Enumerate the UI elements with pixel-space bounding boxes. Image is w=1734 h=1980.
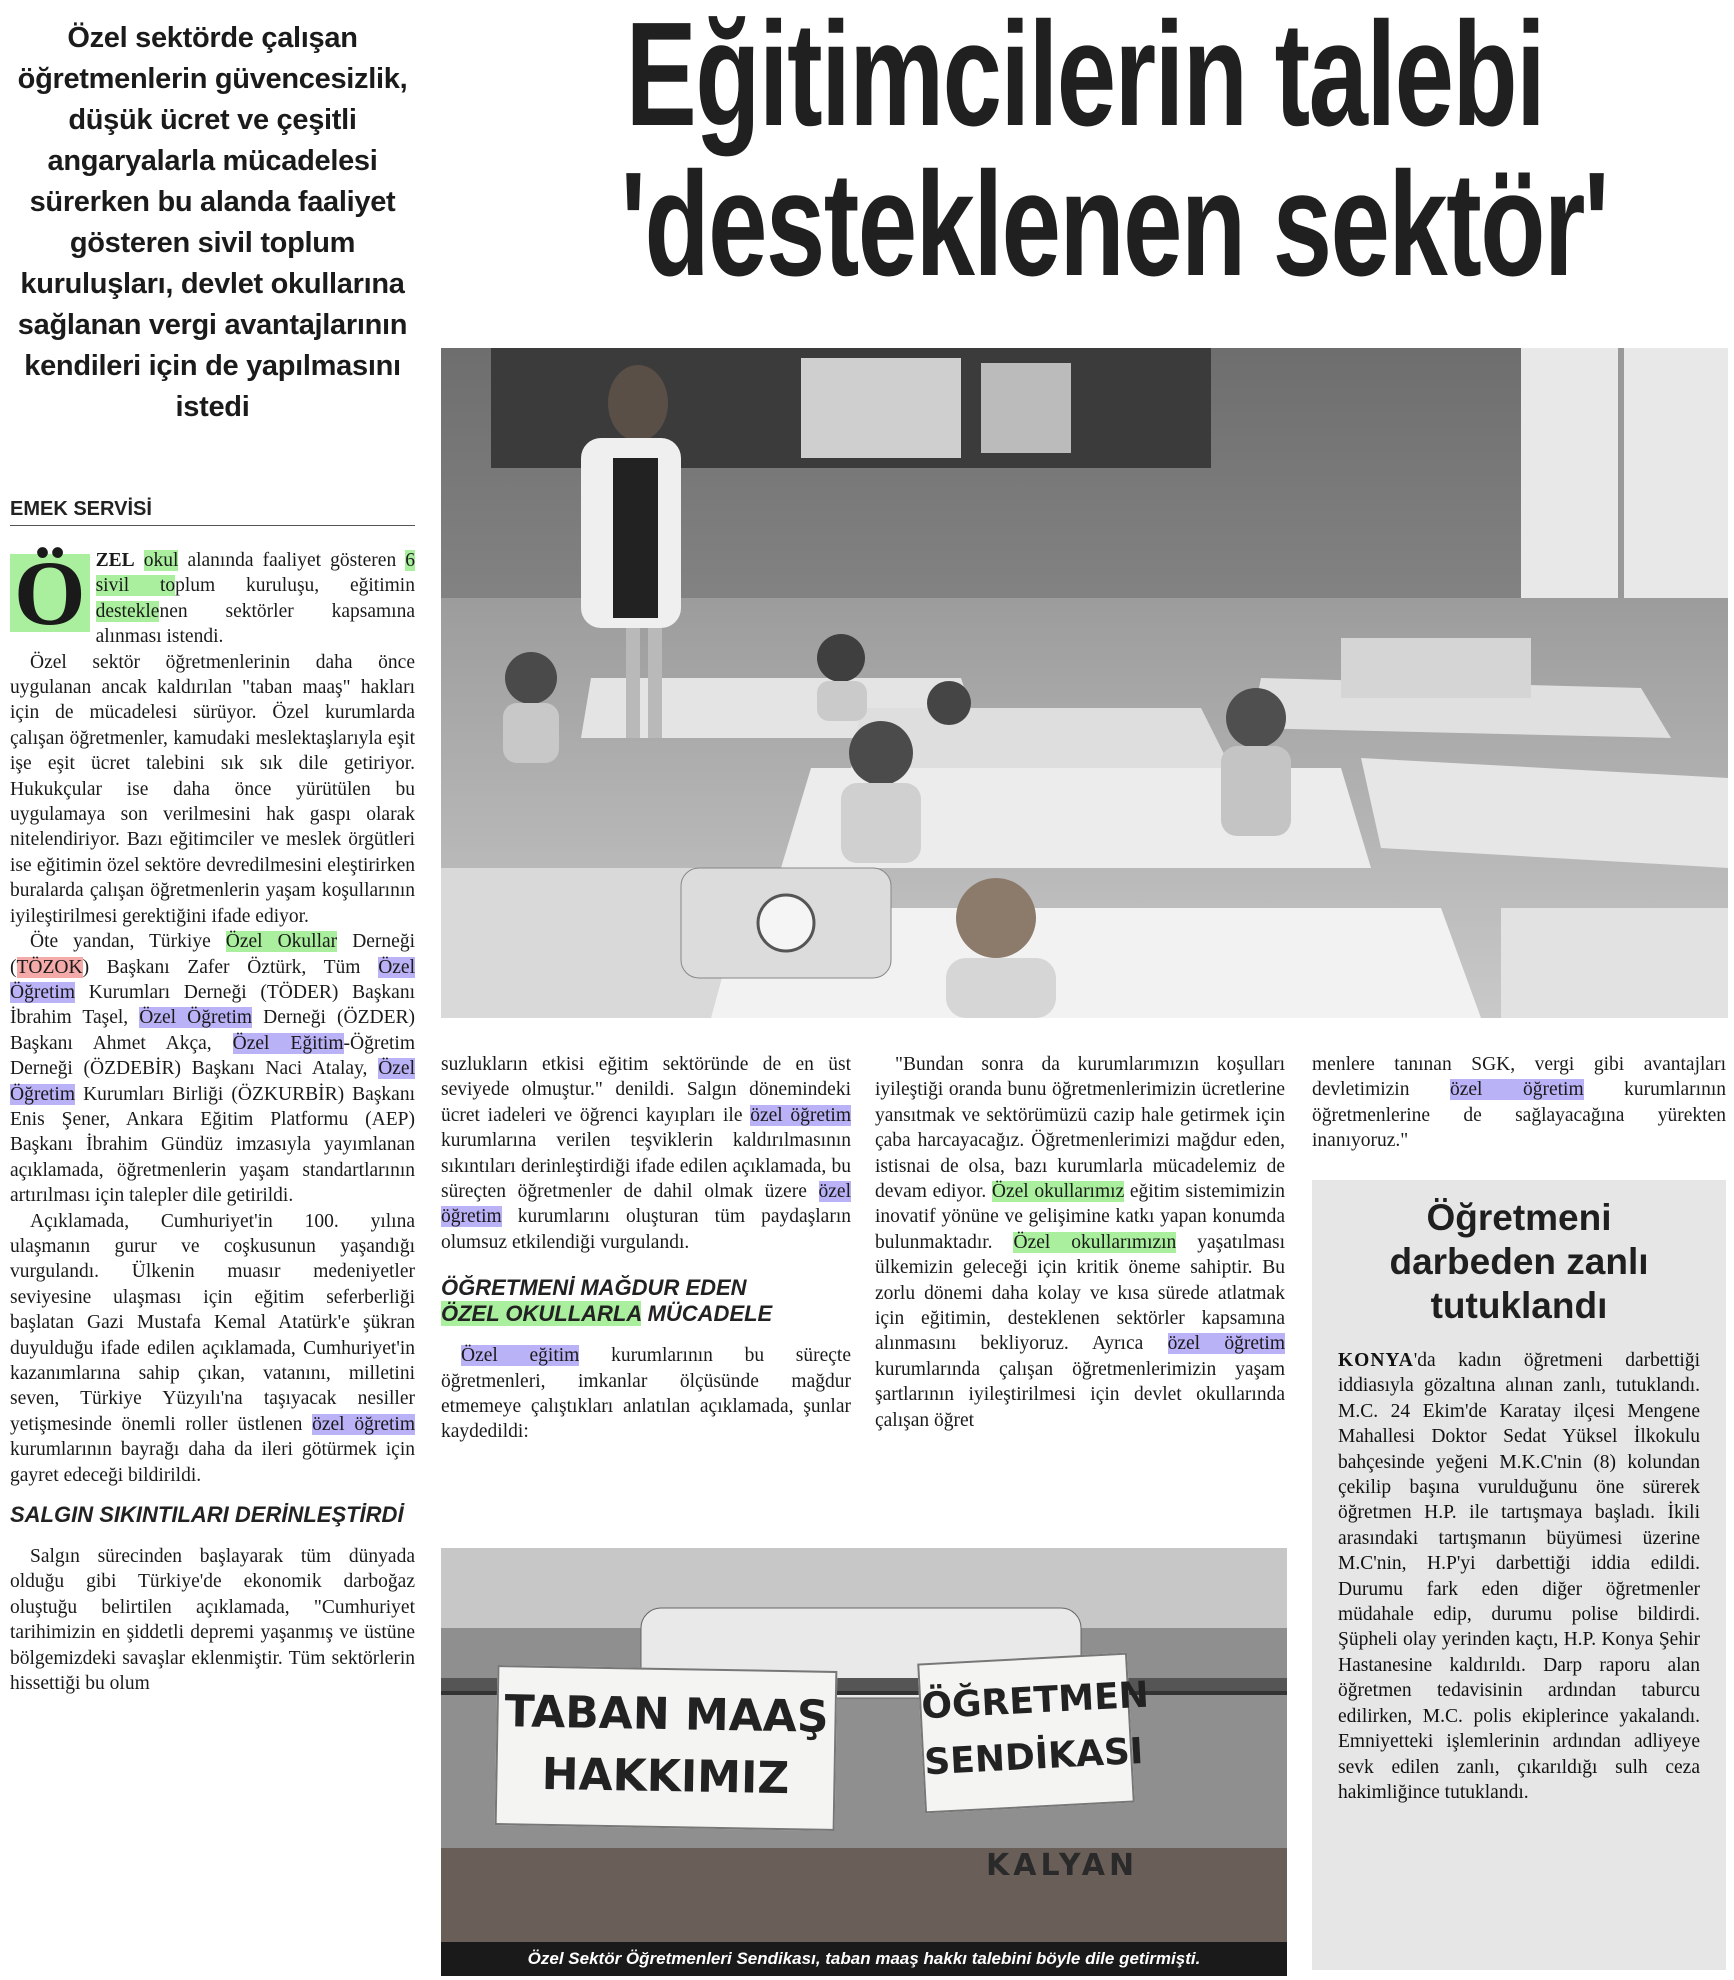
article-text: nen sektörler kapsamına alınması istendi. [95, 600, 415, 648]
highlight-text: TÖZOK [16, 956, 83, 978]
article-text: kurumlarının bayrağı daha da ileri götürmek için gayret edeceği bildirildi. [10, 1439, 415, 1486]
article-paragraph-1 [10, 542, 416, 650]
headline [620, 0, 1608, 307]
banner-text: HAKKIMIZ [541, 1748, 790, 1805]
article-paragraph-2: Özel sektör öğretmenlerinin daha önce uygulanan ancak kaldırılan "taban maaş" hakları için de mücadelesi sürüyor. Özel kurumlarda çalışan öğretmenler, kamudaki meslektaşlarıyla eşit işe eşit ücret talebini sık sık dile getiriyor. Hukukçular ise daha önce yürütülen bu uygulamaya son verilmesini hak gaspı olarak nitelendiriyor. Bazı eğitimciler ve meslek örgütleri ise eğitimin özel sektöre devredilmesini eleştirirken buralarda çalışan öğretmenlerin yaşam koşullarının iyileştirilmesi gerektiğini ifade ediyor. [10, 651, 415, 927]
highlight-text: Özel Öğretim [10, 1058, 415, 1105]
article-column-1 [10, 542, 416, 1696]
subheading-struggle [441, 1275, 851, 1327]
article-paragraph-7 [441, 1343, 851, 1445]
highlight-text: özel öğretim [750, 1104, 851, 1126]
highlight-text: ÖZEL OKULLARLA [441, 1301, 642, 1327]
article-text: Derneği ( [10, 931, 415, 978]
highlight-text: okul [143, 550, 179, 571]
article-paragraph-9 [1312, 1052, 1726, 1154]
highlight-text: Özel okullarımızın [1013, 1231, 1177, 1253]
highlight-text: Özel Okullar [225, 931, 338, 953]
highlight-text: Özel Öğretim [139, 1007, 253, 1029]
article-text: plum kuruluşu, eğitimin [175, 575, 415, 597]
article-paragraph-3 [10, 929, 415, 1208]
lead-word: ZEL [95, 550, 135, 571]
protest-photo [441, 1548, 1287, 1942]
shop-sign: KALYAN [986, 1848, 1139, 1883]
article-text: Derneği (ÖZDER) Başkanı Ahmet Akça, [10, 1007, 416, 1054]
article-paragraph-5: Salgın sürecinden başlayarak tüm dünyada olduğu gibi Türkiye'de ekonomik darboğaz oluştuğu belirtilen açıklamada, "Cumhuriyet tarihimizin en şiddetli depremi yaşanmış ve üstüne bölgemizdeki savaşlar eklenmiştir. Tüm sektörlerin hissettiği bu olum [10, 1546, 415, 1695]
article-column-2 [441, 1052, 851, 1445]
article-text: kurumlarında çalışan öğretmenlerimizin yaşam şartlarının iyileştirilmesi için devlet okullarında çalışan öğret [875, 1358, 1285, 1431]
headline-line-1: Eğitimcilerin talebi [625, 0, 1545, 157]
sidebox-city: KONYA [1338, 1350, 1414, 1371]
subheading-text: MÜCADELE [647, 1301, 773, 1327]
article-paragraph-8 [875, 1052, 1285, 1433]
article-paragraph-6 [441, 1052, 851, 1255]
article-column-4 [1312, 1052, 1726, 1154]
sidebox-title: Öğretmeni darbeden zanlı tutuklandı [1389, 1197, 1649, 1326]
article-text: Öte yandan, Türkiye [30, 931, 211, 953]
headline-line-2: 'desteklenen sektör' [620, 142, 1608, 307]
subheading-text: ÖĞRETMENİ MAĞDUR EDEN [441, 1275, 747, 1301]
article-text: Kurumları Derneği (TÖDER) Başkanı İbrahim Taşel, [10, 981, 415, 1029]
highlight-text: 6 sivil to [95, 550, 416, 597]
banner-taban-maas [495, 1665, 838, 1831]
article-paragraph-4 [10, 1209, 415, 1488]
news-sidebox [1312, 1180, 1726, 1970]
article-text: kurumlarının öğretmenlerine de sağlayacağına yürekten inanıyoruz." [1312, 1079, 1726, 1152]
lead-text: Özel sektörde çalışan öğretmenlerin güvencesizlik, düşük ücret ve çeşitli angaryalarla mücadelesi sürerken bu alanda faaliyet gösteren sivil toplum kuruluşları, devlet okullarına sağlanan vergi avantajlarının kendileri için de yapılmasını istedi [17, 22, 408, 423]
highlight-text: özel öğretim [312, 1413, 415, 1435]
article-text: menlere tanınan SGK, vergi gibi avantajları devletimizin [1312, 1054, 1726, 1101]
banner-text: ÖĞRETMEN [920, 1674, 1150, 1728]
article-text: Kurumları Birliği (ÖZKURBİR) Başkanı Enis Şener, Ankara Eğitim Platformu (AEP) Başkanı İbrahim Gündüz imzasıyla yayımlanan açıklamada, öğretmenlerin yaşam standartlarının artırılması için talepler dile getirildi. [10, 1083, 415, 1207]
banner-text: SENDİKASI [923, 1730, 1145, 1784]
article-text: kurumlarına verilen teşviklerin kaldırılmasının sıkıntıları derinleştirdiği ifade edilen açıklamada, bu süreçten öğretmenler de dahil olmak üzere [441, 1130, 851, 1203]
article-text: kurumlarını oluşturan tüm paydaşların olumsuz etkilendiği vurgulandı. [441, 1206, 851, 1253]
article-text: yaşatılması ülkemizin geleceği için kritik öneme sahiptir. Bu zorlu dönemi daha kolay ve kısa sürede atlatmak için eğitimin, desteklenen sektörler kapsamına alınmasını bekliyoruz. Ayrıca [875, 1231, 1285, 1355]
article-text: Açıklamada, Cumhuriyet'in 100. yılına ulaşmanın gurur ve coşkusunun yaşandığı vurgulandı. Ülkenin muasır medeniyetler seviyesine ulaşması için eğitim seferberliği başlatan Gazi Mustafa Kemal Atatürk'e şükran duyulduğu ifade edilen açıklamada, Cumhuriyet'in kazanımlarına sahip çıkan, vatanını, milletini seven, Türkiye Yüzyılı'na taşıyacak nesiller yetişmesinde önemli roller üstlenen [10, 1210, 415, 1435]
highlight-text: Özel eğitim [461, 1345, 580, 1367]
highlight-text: Özel Eğitim [232, 1032, 344, 1054]
banner-text: TABAN MAAŞ [504, 1686, 829, 1743]
article-text: ) Başkanı Zafer Öztürk, Tüm [82, 956, 361, 978]
sidebox-body: 'da kadın öğretmeni darbettiği iddiasıyla gözaltına alınan zanlı, tutuklandı. M.C. 24 Ekim'de Karatay ilçesi Mengene Mahallesi Doktor Sedat Yüksel İlkokulu bahçesinde yeğeni M.K.C'nin (8) kolundan çekilip başına vurulduğunu öne sürerek öğretmen H.P. ile tartışmaya başladı. İkili arasındaki tartışmanın büyümesi üzerine M.C'nin, H.P'yi darbettiği iddia edildi. Durumu fark eden diğer öğretmenler müdahale edip, durumu polise bildirdi. Şüpheli olay yerinden kaçtı, H.P. Konya Şehir Hastanesine kaldırıldı. Darp raporu alan öğretmen tedavisinin ardından taburcu edilirken, M.C. polis ekiplerince yakalandı. Emniyetteki işlemlerinin ardından adliyeye sevk edilen zanlı, çıkarıldığı sulh ceza hakimliğince tutuklandı. [1338, 1350, 1700, 1803]
article-text: kurumlarının bu süreçte öğretmenleri, imkanlar ölçüsünde mağdur etmemeye çalıştıkları anlatılan açıklamada, şunlar kaydedildi: [441, 1345, 852, 1443]
article-column-3 [875, 1052, 1285, 1433]
classroom-photo [441, 348, 1728, 1018]
highlight-text: Özel Öğretim [10, 956, 415, 1003]
article-text: eğitim sistemimizin inovatif yönüne ve gelişimine katkı yapan konumda bulunmaktadır. [875, 1181, 1285, 1253]
highlight-text: özel öğretim [1167, 1333, 1285, 1355]
article-text: "Bundan sonra da kurumlarımızın koşulları iyileştiği oranda bunu öğretmenlerimizin ücretlerine yansıtmak ve sektörümüzü cazip hale getirmek için çaba harcayacağız. Öğretmenlerimizi mağdur eden, istisnai de olsa, bazı kurumlarla mücadelemiz de devam ediyor. [875, 1054, 1285, 1203]
sidebox-text [1312, 1348, 1726, 1805]
highlight-text: özel öğretim [1450, 1079, 1584, 1101]
subheading-pandemic: SALGIN SIKINTILARI DERİNLEŞTİRDİ [10, 1502, 404, 1528]
article-text: -Öğretim Derneği (ÖZDEBİR) Başkanı Naci Atalay, [10, 1032, 415, 1080]
article-text: suzlukların etkisi eğitim sektöründe de en üst seviyede olmuştur." denildi. Salgın dönemindeki ücret iadeleri ve öğrenci kayıpları ile [441, 1054, 851, 1126]
classroom-photo-illustration [441, 348, 1728, 1018]
author-byline: EMEK SERVİSİ [10, 498, 415, 526]
drop-cap: Ö [10, 554, 90, 632]
banner-ogretmen-sendikasi [917, 1653, 1150, 1814]
highlight-text: Özel okullarımız [991, 1181, 1125, 1203]
highlight-text: özel öğretim [441, 1181, 852, 1228]
photo-caption: Özel Sektör Öğretmenleri Sendikası, taban maaş hakkı talebini böyle dile getirmişti. [441, 1942, 1287, 1976]
article-text: alanında faaliyet gösteren [187, 550, 397, 571]
highlight-text: destekle [95, 600, 160, 622]
